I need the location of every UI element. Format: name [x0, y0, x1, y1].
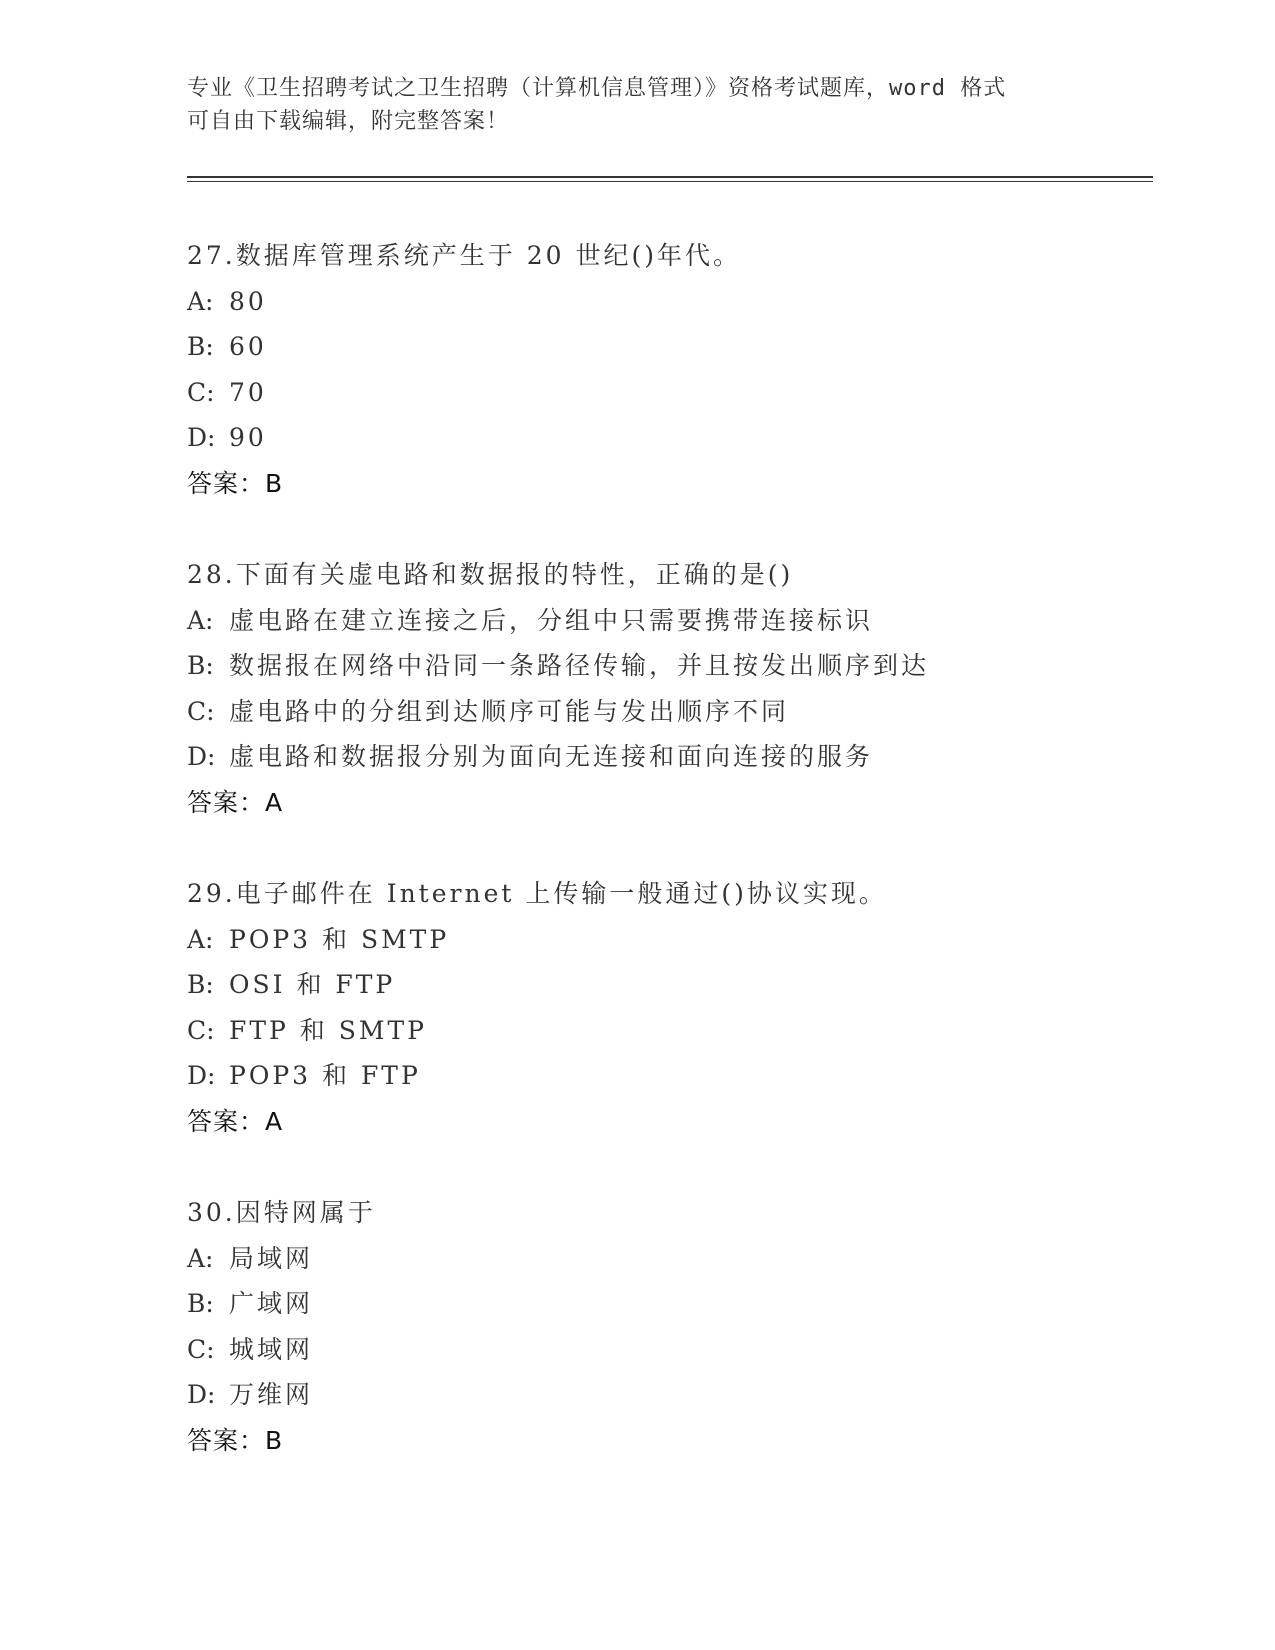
option-letter: C:: [187, 696, 215, 726]
option-text: 虚电路在建立连接之后，分组中只需要携带连接标识: [229, 605, 874, 635]
question-28: [187, 552, 1147, 825]
option-letter: D:: [187, 1061, 216, 1090]
option-letter: D:: [187, 423, 216, 452]
option-b: [187, 962, 1147, 1008]
option-letter: A:: [187, 1243, 214, 1273]
option-text: 局域网: [229, 1243, 314, 1273]
answer-line: 答案：B: [187, 468, 284, 498]
option-letter: C:: [187, 1334, 215, 1364]
option-text: 80: [229, 286, 267, 316]
answer-line: 答案：A: [187, 787, 284, 817]
option-text: POP3 和 SMTP: [229, 924, 450, 954]
option-a: [187, 1236, 1147, 1282]
header-divider-thin: [187, 181, 1153, 182]
option-text: 60: [229, 332, 267, 361]
header-divider-thick: [187, 176, 1153, 178]
option-letter: C:: [187, 377, 215, 407]
option-b: [187, 1281, 1147, 1327]
header-line-1: 专业《卫生招聘考试之卫生招聘（计算机信息管理）》资格考试题库，word 格式: [187, 76, 1007, 101]
option-letter: B:: [187, 970, 214, 999]
option-a: [187, 279, 1147, 325]
answer-line: 答案：B: [187, 1425, 284, 1455]
option-letter: A:: [187, 605, 214, 635]
question-29: [187, 871, 1147, 1144]
question-27: [187, 233, 1147, 506]
option-letter: C:: [187, 1015, 215, 1045]
option-d: [187, 1372, 1147, 1418]
question-stem: 30.因特网属于: [187, 1198, 376, 1227]
answer-line: 答案：A: [187, 1106, 284, 1136]
option-d: [187, 1053, 1147, 1099]
option-text: 城域网: [229, 1334, 314, 1364]
option-b: [187, 324, 1147, 370]
option-text: 广域网: [229, 1289, 314, 1318]
option-text: OSI 和 FTP: [229, 970, 396, 999]
option-a: [187, 917, 1147, 963]
option-text: 70: [229, 377, 267, 407]
option-text: FTP 和 SMTP: [229, 1015, 427, 1045]
option-b: [187, 643, 1147, 689]
option-text: 数据报在网络中沿同一条路径传输，并且按发出顺序到达: [229, 651, 930, 680]
option-letter: A:: [187, 924, 214, 954]
question-stem: 29.电子邮件在 Internet 上传输一般通过()协议实现。: [187, 879, 887, 908]
option-d: [187, 734, 1147, 780]
option-c: [187, 689, 1147, 735]
option-letter: D:: [187, 742, 216, 771]
option-d: [187, 415, 1147, 461]
option-text: 万维网: [229, 1380, 314, 1409]
option-letter: B:: [187, 1289, 214, 1318]
option-letter: D:: [187, 1380, 216, 1409]
option-c: [187, 1327, 1147, 1373]
option-c: [187, 1008, 1147, 1054]
option-text: 90: [229, 423, 267, 452]
question-stem: 28.下面有关虚电路和数据报的特性，正确的是(): [187, 560, 794, 589]
document-header: [187, 72, 1087, 138]
header-line-2: 可自由下载编辑，附完整答案！: [187, 109, 510, 134]
option-a: [187, 598, 1147, 644]
option-text: 虚电路和数据报分别为面向无连接和面向连接的服务: [229, 742, 874, 771]
option-text: 虚电路中的分组到达顺序可能与发出顺序不同: [229, 696, 790, 726]
option-letter: B:: [187, 651, 214, 680]
question-30: [187, 1190, 1147, 1463]
option-letter: B:: [187, 332, 214, 361]
option-text: POP3 和 FTP: [229, 1061, 421, 1090]
option-letter: A:: [187, 286, 214, 316]
option-c: [187, 370, 1147, 416]
question-stem: 27.数据库管理系统产生于 20 世纪()年代。: [187, 241, 741, 270]
